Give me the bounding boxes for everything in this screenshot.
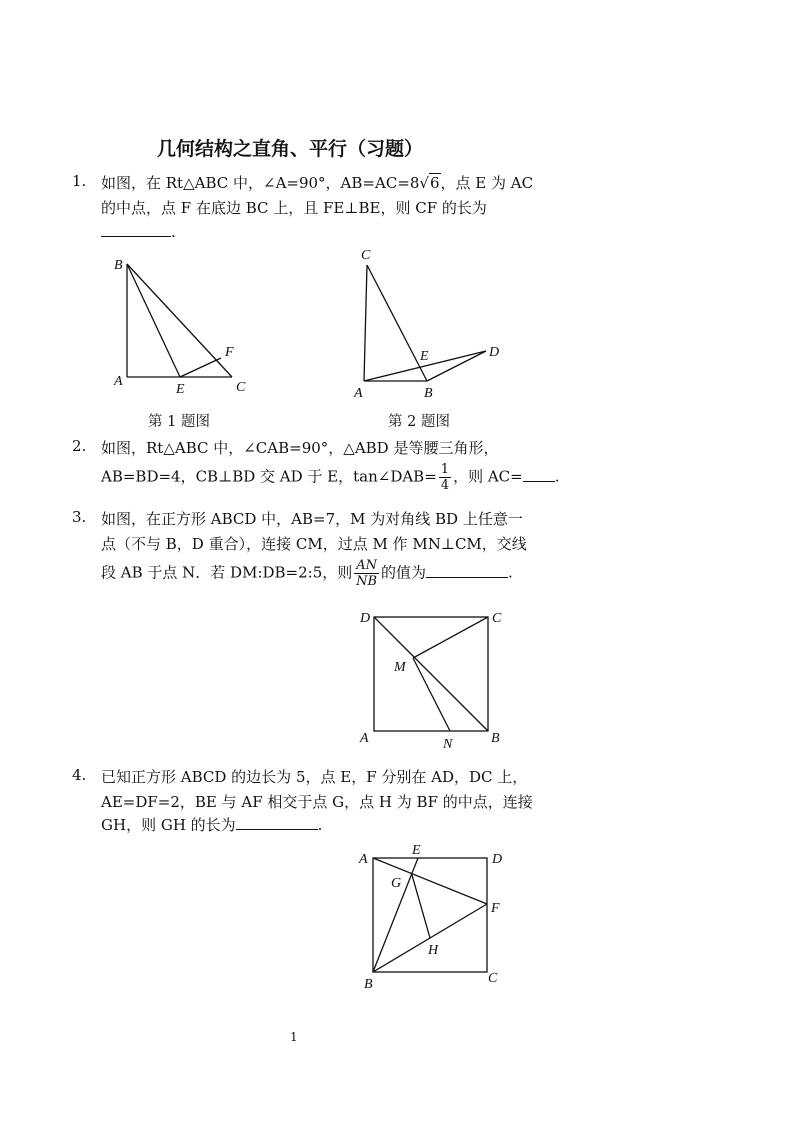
page-number: 1 [290,1030,298,1044]
label-b: B [491,731,500,746]
label-e: E [176,382,185,397]
label-n: N [443,737,453,752]
label-a: A [359,852,368,867]
fraction-denominator: 4 [440,478,450,493]
problem-4-text-a: GH，则 GH 的长为 [101,816,236,834]
sqrt-radicand: 6 [429,174,440,192]
label-a: A [114,374,123,389]
diagonal-db [374,617,488,731]
label-e: E [420,349,429,364]
label-a: A [354,386,363,400]
label-g: G [391,876,402,891]
answer-blank[interactable] [523,467,555,482]
problem-3-text-a: 段 AB 于点 N．若 DM:DB=2:5，则 [101,563,353,582]
segment-bd [427,351,486,381]
problem-1-line-1 [101,172,533,193]
figure-3 [355,605,505,755]
label-b: B [114,258,123,273]
caption-figure-1: 第 1 题图 [148,414,210,430]
label-d: D [360,611,371,626]
period: . [317,816,323,834]
problem-1-number: 1. [72,172,87,190]
segment-mn [413,658,450,731]
fraction-numerator: AN [356,558,378,573]
label-a: A [360,731,369,746]
figure-4 [355,840,515,995]
label-c: C [236,380,246,395]
label-b: B [424,386,433,400]
problem-2-text-b: ，则 AC= [453,467,523,486]
problem-1-text-a: 如图，在 Rt△ABC 中，∠A=90°，AB=AC=8 [101,174,420,192]
problem-3-text-b: 的值为 [381,563,427,582]
fraction-one-quarter [439,462,451,493]
page-title: 几何结构之直角、平行（习题） [156,138,423,160]
segment-ef [180,358,221,377]
figure-1 [108,255,258,400]
sqrt-symbol: √6 [419,174,440,192]
segment-gh [412,875,430,938]
period: . [508,563,513,582]
segment-ca [364,265,367,381]
label-b: B [364,977,373,992]
label-h: H [428,943,439,958]
label-f: F [225,345,234,360]
label-c: C [492,611,502,626]
problem-1-answer [101,222,176,241]
label-d: D [489,345,500,360]
period: . [554,467,560,486]
problem-3-line-1: 如图，在正方形 ABCD 中，AB=7，M 为对角线 BD 上任意一 [101,510,523,528]
caption-figure-2: 第 2 题图 [388,414,450,430]
segment-mc [413,617,488,658]
segment-be [127,264,180,377]
fraction-denominator: NB [356,574,378,589]
problem-2-line-2 [101,462,560,493]
period: . [171,223,176,241]
answer-blank[interactable] [101,222,171,237]
problem-2-text-a: AB=BD=4，CB⊥BD 交 AD 于 E，tan∠DAB= [101,467,437,486]
answer-blank[interactable] [426,563,508,578]
label-f: F [491,901,500,916]
label-m: M [394,660,406,675]
segment-cb [367,265,427,381]
problem-2-line-1: 如图，Rt△ABC 中，∠CAB=90°，△ABD 是等腰三角形， [101,439,499,457]
label-d: D [492,852,503,867]
problem-4-line-1: 已知正方形 ABCD 的边长为 5，点 E，F 分别在 AD，DC 上， [101,768,528,786]
fraction-numerator: 1 [440,462,450,477]
problem-1-text-b: ，点 E 为 AC [440,174,534,192]
problem-2-number: 2. [72,437,87,455]
fraction-an-nb [354,558,379,589]
label-c: C [361,248,371,263]
problem-4-number: 4. [72,766,87,784]
answer-blank[interactable] [236,815,318,830]
problem-4-line-3 [101,814,322,835]
label-e: E [412,843,421,858]
problem-4-line-2: AE=DF=2，BE 与 AF 相交于点 G，点 H 为 BF 的中点，连接 [101,793,533,811]
problem-1-line-2: 的中点，点 F 在底边 BC 上，且 FE⊥BE，则 CF 的长为 [101,199,487,217]
problem-3-line-2: 点（不与 B，D 重合），连接 CM，过点 M 作 MN⊥CM，交线 [101,535,527,553]
problem-3-line-3 [101,558,513,589]
problem-3-number: 3. [72,508,87,526]
figure-2 [350,245,510,400]
label-c: C [488,971,498,986]
